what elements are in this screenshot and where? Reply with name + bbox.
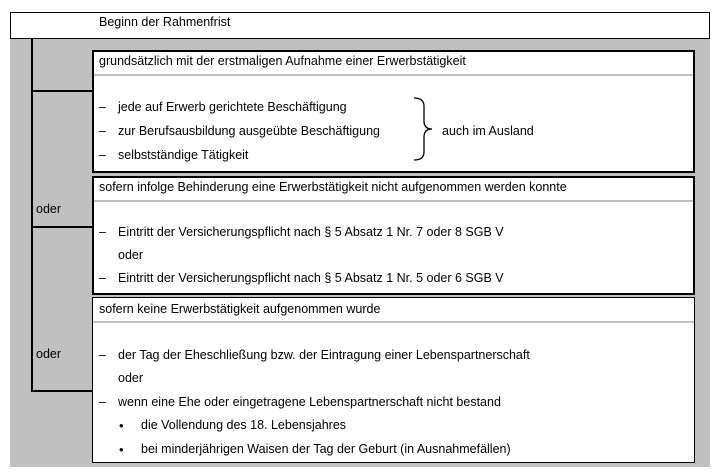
section-2-connector: oder — [118, 248, 144, 262]
section-3-item-1: der Tag der Eheschließung bzw. der Eintragung einer Lebenspartnerschaft — [118, 348, 530, 362]
section-2-separator — [94, 200, 693, 202]
section-3-item-2: wenn eine Ehe oder eingetragene Lebenspartnerschaft nicht bestand — [118, 395, 501, 409]
dash-glyph: – — [99, 100, 106, 114]
section-1-item: jede auf Erwerb gerichtete Beschäftigung — [118, 100, 347, 114]
tree-branch-2 — [31, 226, 92, 228]
dash-glyph: – — [99, 225, 106, 239]
section-1-item: zur Berufsausbildung ausgeübte Beschäftigung — [118, 124, 380, 138]
oder-label-2: oder — [36, 347, 62, 361]
section-1-item: selbstständige Tätigkeit — [118, 148, 249, 162]
section-3-connector: oder — [118, 371, 144, 385]
section-3-bullet-item: bei minderjährigen Waisen der Tag der Geburt (in Ausnahmefällen) — [141, 442, 511, 456]
oder-label-1: oder — [36, 202, 62, 216]
section-2-item-2: Eintritt der Versicherungspflicht nach § 5 Absatz 1 Nr. 5 oder 6 SGB V — [118, 271, 504, 285]
section-2-item-1: Eintritt der Versicherungspflicht nach § 5 Absatz 1 Nr. 7 oder 8 SGB V — [118, 225, 504, 239]
brace-label: auch im Ausland — [442, 124, 534, 138]
section-3-heading: sofern keine Erwerbstätigkeit aufgenommen wurde — [99, 302, 381, 316]
section-3-separator — [93, 321, 694, 323]
dash-glyph: – — [99, 395, 106, 409]
section-1-heading: grundsätzlich mit der erstmaligen Aufnahme einer Erwerbstätigkeit — [99, 54, 466, 68]
curly-brace-icon — [412, 97, 438, 161]
section-1-separator — [94, 74, 693, 76]
tree-branch-1 — [31, 90, 92, 92]
dash-glyph: – — [99, 148, 106, 162]
section-2-heading: sofern infolge Behinderung eine Erwerbstätigkeit nicht aufgenommen werden konnte — [99, 180, 567, 194]
header-title: Beginn der Rahmenfrist — [99, 15, 231, 29]
bullet-icon: • — [119, 442, 124, 457]
dash-glyph: – — [99, 348, 106, 362]
dash-glyph: – — [99, 124, 106, 138]
dash-glyph: – — [99, 271, 106, 285]
tree-branch-3 — [31, 390, 92, 392]
bullet-icon: • — [119, 418, 124, 433]
section-3-bullet-item: die Vollendung des 18. Lebensjahres — [141, 418, 347, 432]
